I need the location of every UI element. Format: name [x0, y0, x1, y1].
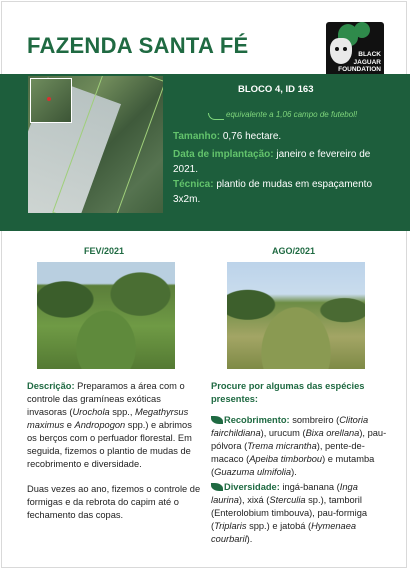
photo-before: [37, 262, 175, 369]
species-entry: urucum (: [268, 428, 306, 438]
date-info: Data de implantação: janeiro e fevereiro de 2021.: [173, 149, 371, 175]
species-entry: pau-formiga (: [211, 508, 368, 531]
species-scientific-name: Triplaris: [214, 521, 247, 531]
species-section: [211, 380, 391, 548]
description: [27, 380, 202, 534]
species-heading: Procure por algumas das espécies presentes:: [211, 381, 365, 404]
map-inset: [30, 78, 72, 123]
species-entry: jatobá (: [280, 521, 312, 531]
species-scientific-name: Guazuma ulmifolia: [214, 467, 292, 477]
species-scientific-name: Trema micrantha: [247, 441, 317, 451]
leaf-icon: [211, 416, 223, 424]
species-scientific-name: Inga laurina: [211, 482, 358, 505]
block-id: BLOCO 4, ID 163: [238, 84, 314, 95]
recobrimento-list: Recobrimento: sombreiro (Clitoria fairchildiana), urucum (Bixa orellana), pau-pólvora (Trema micrantha), pente-de-macaco (Apeiba timborbou) e mutamba (Guazuma ulmifolia).: [211, 415, 387, 477]
species-scientific-name: Bixa orellana: [305, 428, 360, 438]
leaf-icon: [354, 22, 370, 38]
species-scientific-name: Clitoria fairchildiana: [211, 415, 369, 438]
photo-after-label: AGO/2021: [272, 246, 316, 256]
location-marker-icon: [47, 97, 51, 101]
species-entry: tamboril (Enterolobium timbouva),: [211, 495, 362, 518]
logo-text: BLACK JAGUAR FOUNDATION: [338, 51, 381, 73]
species-scientific-name: Hymenaea courbaril: [211, 521, 357, 544]
maintenance-paragraph: Duas vezes ao ano, fizemos o controle de formigas e da rebrota do capim até o fechamento das copas.: [27, 484, 201, 520]
size-info: Tamanho: 0,76 hectare.: [173, 131, 282, 142]
photo-before-label: FEV/2021: [84, 246, 125, 256]
species-entry: sombreiro (: [289, 415, 340, 425]
photo-after: [227, 262, 365, 369]
black-jaguar-logo: [326, 22, 384, 82]
equivalence-note: equivalente a 1,06 campo de futebol!: [226, 110, 358, 119]
species-entry: mutamba (: [211, 454, 375, 477]
satellite-map: [28, 76, 163, 213]
description-paragraph: Descrição: Preparamos a área com o controle das gramíneas exóticas invasoras (Urochola spp., Megathyrsus maximus e Andropogon spp.) e abrimos os berços com o perfuador florestal. Em seguida, fizemos o plantio de mudas de recobrimento e diversidade.: [27, 381, 192, 469]
species-entry: xixá (: [247, 495, 270, 505]
species-entry: pau-pólvora (: [211, 428, 387, 451]
technique-info: Técnica: plantio de mudas em espaçamento 3x2m.: [173, 179, 373, 205]
diversidade-list: Diversidade: ingá-banana (Inga laurina), xixá (Sterculia sp.), tamboril (Enterolobium timbouva), pau-formiga (Triplaris spp.) e jatobá (Hymenaea courbaril).: [211, 482, 368, 544]
species-entry: ingá-banana (: [279, 482, 340, 492]
arrow-icon: [208, 113, 224, 120]
species-scientific-name: Apeiba timborbou: [249, 454, 323, 464]
species-scientific-name: Sterculia: [269, 495, 306, 505]
species-entry: pente-de-macaco (: [211, 441, 365, 464]
leaf-icon: [211, 483, 223, 491]
page-title: FAZENDA SANTA FÉ: [27, 33, 249, 58]
